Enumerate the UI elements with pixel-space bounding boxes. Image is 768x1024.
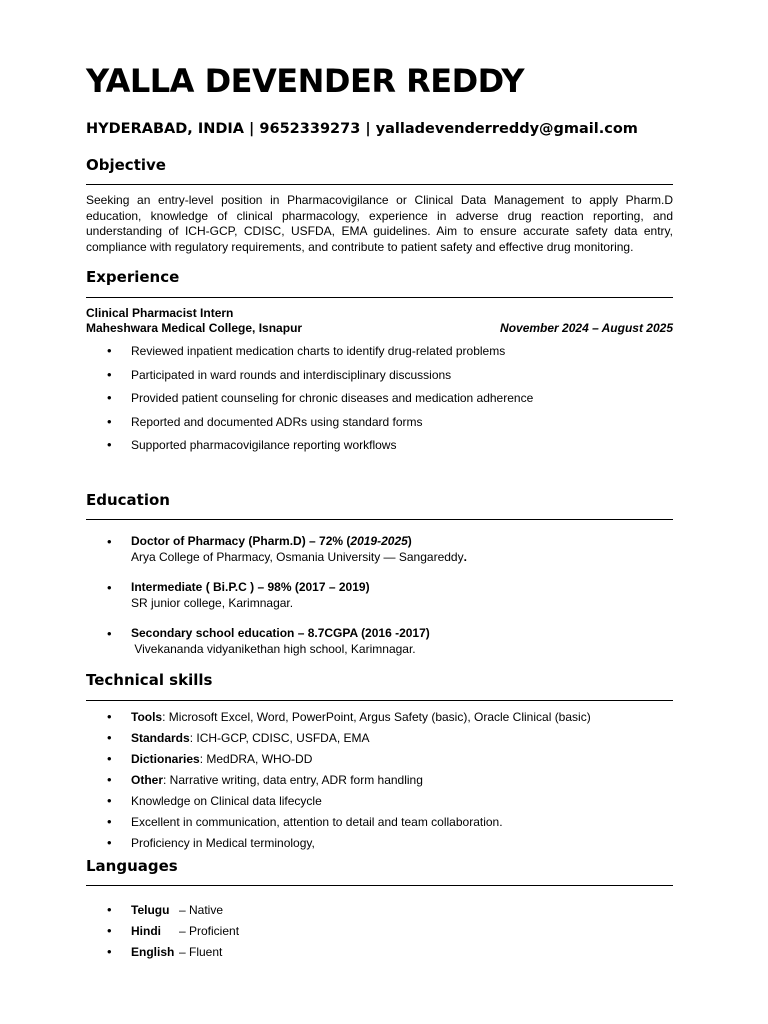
list-item: • Doctor of Pharmacy (Pharm.D) – 72% (2019-2025) Arya College of Pharmacy, Osmania University — Sangareddy. <box>107 534 467 564</box>
languages-divider <box>86 885 673 886</box>
list-item: • Provided patient counseling for chronic diseases and medication adherence <box>107 390 534 405</box>
degree-title: Doctor of Pharmacy (Pharm.D) – 72% ( <box>131 534 351 548</box>
education-list <box>86 534 673 672</box>
list-item: • Proficiency in Medical terminology, <box>107 835 315 850</box>
list-item <box>86 580 673 626</box>
list-item <box>86 945 673 966</box>
list-item: • Knowledge on Clinical data lifecycle <box>107 793 322 808</box>
job-organization: Maheshwara Medical College, Isnapur <box>86 321 303 335</box>
bullet-icon: • <box>107 902 112 917</box>
job-role: Clinical Pharmacist Intern <box>86 306 234 320</box>
experience-bullet-list <box>86 344 673 462</box>
contact-line: HYDERABAD, INDIA | 9652339273 | yalladevenderreddy@gmail.com <box>86 121 638 137</box>
bullet-icon: • <box>107 944 112 959</box>
degree-title: Secondary school education – 8.7CGPA (2016 -2017) <box>131 626 430 640</box>
bullet-icon: • <box>107 343 112 358</box>
bullet-icon: • <box>107 793 112 808</box>
languages-heading: Languages <box>86 857 178 875</box>
degree-years: 2019-2025 <box>350 534 408 548</box>
list-item: • Other: Narrative writing, data entry, ADR form handling <box>107 772 423 787</box>
experience-divider <box>86 297 673 298</box>
skills-divider <box>86 700 673 701</box>
bullet-icon: • <box>107 751 112 766</box>
language-level: – Native <box>179 903 224 917</box>
list-item: • Dictionaries: MedDRA, WHO-DD <box>107 751 313 766</box>
bullet-icon: • <box>107 437 112 452</box>
bullet-icon: • <box>107 626 112 641</box>
bullet-icon: • <box>107 772 112 787</box>
bullet-icon: • <box>107 709 112 724</box>
bullet-icon: • <box>107 580 112 595</box>
list-item: • Supported pharmacovigilance reporting workflows <box>107 437 397 452</box>
bullet-icon: • <box>107 923 112 938</box>
list-item <box>86 626 673 672</box>
experience-heading: Experience <box>86 268 180 286</box>
list-item: • Participated in ward rounds and interdisciplinary discussions <box>107 366 452 382</box>
education-heading: Education <box>86 491 170 509</box>
bullet-icon: • <box>107 366 112 382</box>
list-item: • Tools: Microsoft Excel, Word, PowerPoint, Argus Safety (basic), Oracle Clinical (basic) <box>107 709 591 724</box>
list-item: • Excellent in communication, attention to detail and team collaboration. <box>107 814 503 829</box>
list-item: • Reported and documented ADRs using standard forms <box>107 413 423 429</box>
bullet-icon: • <box>107 390 112 405</box>
list-item: • Reviewed inpatient medication charts to identify drug-related problems <box>107 343 506 358</box>
bullet-icon: • <box>107 835 112 850</box>
language-level: – Proficient <box>179 924 240 938</box>
bullet-icon: • <box>107 814 112 829</box>
school-name: Arya College of Pharmacy, Osmania University — Sangareddy <box>131 549 464 564</box>
degree-title: Intermediate ( Bi.P.C ) – 98% (2017 – 2019) <box>131 580 370 594</box>
language-name: English <box>131 945 175 959</box>
language-level: – Fluent <box>179 945 223 959</box>
list-item: • Standards: ICH-GCP, CDISC, USFDA, EMA <box>107 730 370 745</box>
school-name: Vivekananda vidyanikethan high school, Karimnagar. <box>131 641 416 656</box>
bullet-icon: • <box>107 413 112 429</box>
skills-list <box>86 710 673 857</box>
language-name: Hindi <box>131 924 161 938</box>
skills-heading: Technical skills <box>86 671 213 689</box>
list-item <box>86 924 673 945</box>
job-dates: November 2024 – August 2025 <box>500 321 673 335</box>
languages-list <box>86 903 673 966</box>
language-name: Telugu <box>131 903 170 917</box>
school-name: SR junior college, Karimnagar. <box>131 595 294 610</box>
list-item <box>86 903 673 924</box>
bullet-icon: • <box>107 730 112 745</box>
education-divider <box>86 519 673 520</box>
objective-text: Seeking an entry-level position in Pharmacovigilance or Clinical Data Management to apply Pharm.D education, knowledge of clinical pharmacology, experience in adverse drug reaction reporting, and understanding of ICH-GCP, CDISC, USFDA, EMA guidelines. Aim to ensure accurate safety data entry, compliance with regulatory requirements, and contribute to patient safety and effective drug monitoring. <box>86 193 673 254</box>
candidate-name: YALLA DEVENDER REDDY <box>86 62 525 100</box>
objective-heading: Objective <box>86 156 166 174</box>
objective-divider <box>86 184 673 185</box>
bullet-icon: • <box>107 534 112 549</box>
